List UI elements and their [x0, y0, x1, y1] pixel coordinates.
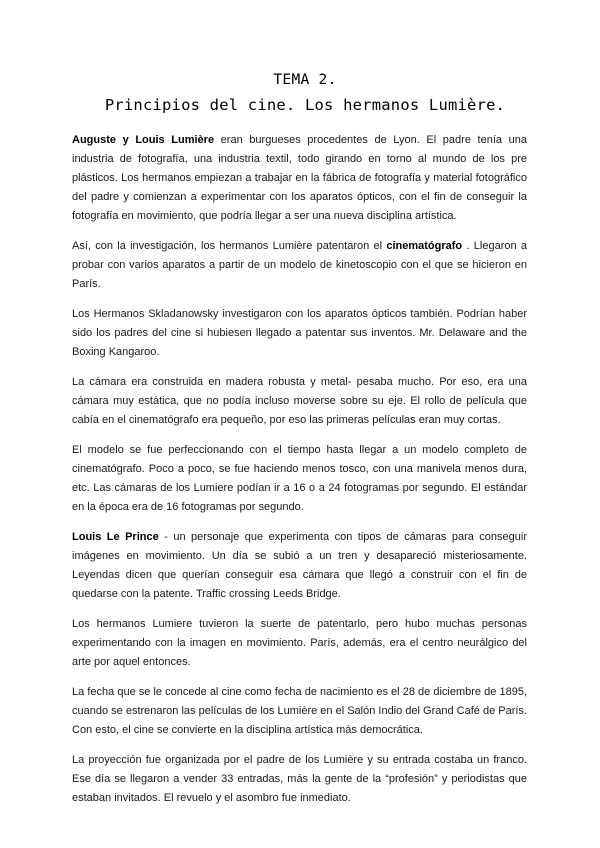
paragraph-2 [72, 237, 527, 294]
document-title: TEMA 2. [273, 72, 337, 88]
paragraph-7: Los hermanos Lumiere tuvieron la suerte de patentarlo, pero hubo muchas personas experimentando con la imagen en movimiento. París, además, era el centro neurálgico del arte por aquel entonces. [72, 618, 527, 668]
paragraph-6 [72, 528, 527, 604]
paragraph-2-before: Así, con la investigación, los hermanos Lumière patentaron el [72, 240, 387, 252]
document-body [72, 131, 527, 819]
paragraph-9: La proyección fue organizada por el padre de los Lumière y su entrada costaba un franco. Ese día se llegaron a vender 33 entradas, más la gente de la “profesión” y periodistas que estaban invitados. El revuelo y el asombro fue inmediato. [72, 754, 527, 804]
paragraph-3: Los Hermanos Skladanowsky investigaron con los aparatos ópticos también. Podrían haber sido los padres del cine si hubiesen llegado a patentar sus inventos. Mr. Delaware and the Boxing Kangaroo. [72, 308, 527, 358]
paragraph-8: La fecha que se le concede al cine como fecha de nacimiento es el 28 de diciembre de 1895, cuando se estrenaron las películas de los Lumière en el Salón Indio del Grand Café de París. Con esto, el cine se convierte en la disciplina artística más democrática. [72, 686, 527, 736]
paragraph-1 [72, 131, 527, 226]
document-subtitle: Principios del cine. Los hermanos Lumière. [104, 96, 506, 114]
paragraph-2-after: . Llegaron a probar con varios aparatos a partir de un modelo de kinetoscopio con el que se hicieron en París. [72, 240, 528, 290]
paragraph-2-bold: cinematógrafo [386, 240, 463, 252]
paragraph-5: El modelo se fue perfeccionando con el tiempo hasta llegar a un modelo completo de cinematógrafo. Poco a poco, se fue haciendo menos tosco, con una manivela menos dura, etc. Las cámaras de los Lumiere podían ir a 16 o a 24 fotogramas por segundo. El estándar en la época era de 16 fotogramas por segundo. [72, 444, 527, 513]
paragraph-1-bold: Auguste y Louis Lumière [72, 134, 215, 146]
paragraph-1-text: eran burgueses procedentes de Lyon. El padre tenía una industria de fotografía, una industria textil, todo girando en torno al mundo de los pre plásticos. Los hermanos empiezan a trabajar en la fábrica de fotografía y material fotográfico del padre y comienzan a experimentar con los aparatos ópticos, con el fin de conseguir la fotografía en movimiento, que podría llegar a ser una nueva disciplina artística. [72, 134, 527, 222]
paragraph-6-text: - un personaje que experimenta con tipos de cámaras para conseguir imágenes en movimiento. Un día se subió a un tren y desapareció misteriosamente. Leyendas dicen que querían conseguir esa cámara que llegó a construir con el fin de quedarse con la patente. Traffic crossing Leeds Bridge. [72, 531, 528, 600]
paragraph-4: La cámara era construida en madera robusta y metal- pesaba mucho. Por eso, era una cámara muy estática, que no podía incluso moverse sobre su eje. El rollo de película que cabía en el cinematógrafo era pequeño, por eso las primeras películas eran muy cortas. [72, 376, 527, 426]
paragraph-6-bold: Louis Le Prince [72, 531, 159, 543]
